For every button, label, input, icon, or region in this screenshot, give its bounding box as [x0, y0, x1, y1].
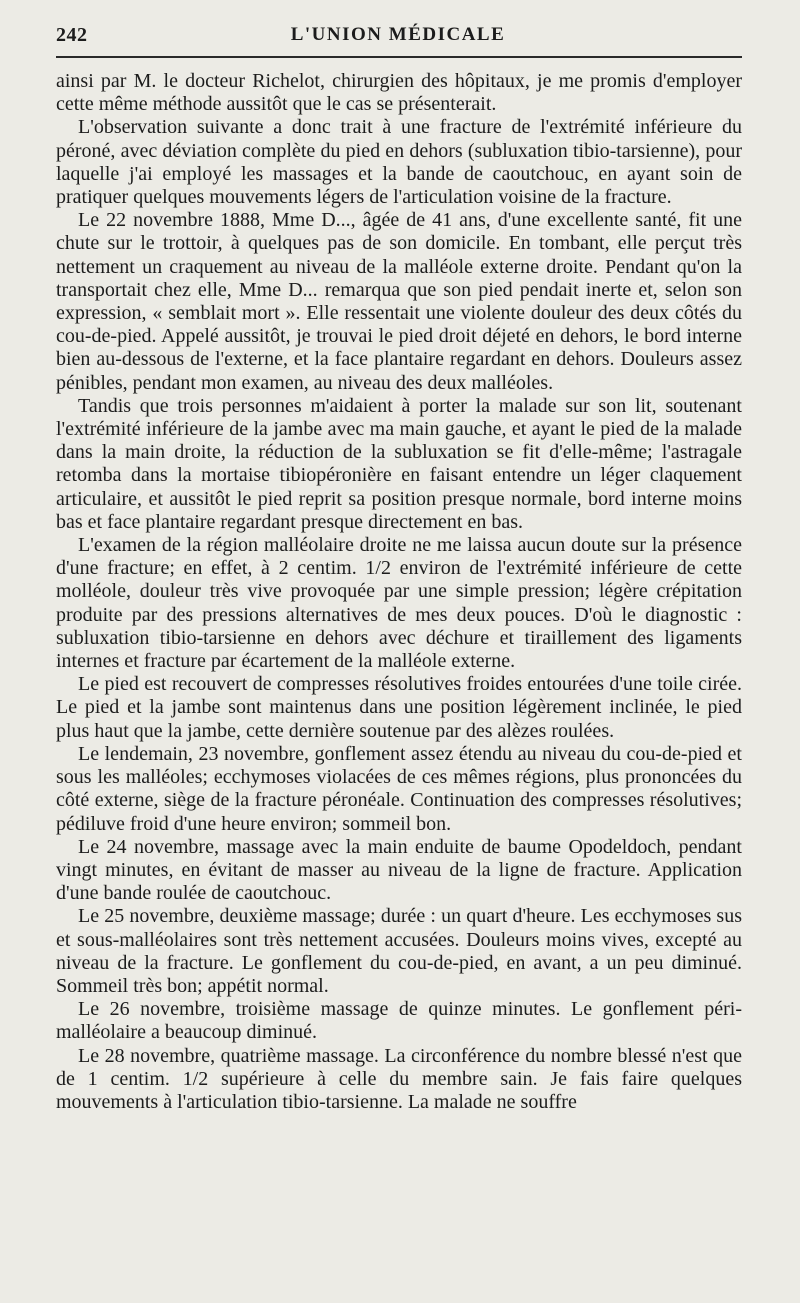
paragraph: Le pied est recouvert de compresses résolutives froides entourées d'une toile cirée. Le pied et la jambe sont maintenus dans une position légèrement inclinée, le pied plus haut que la jambe, cette dernière soutenue par des alèzes roulées.: [56, 673, 742, 742]
paragraph: Le 22 novembre 1888, Mme D..., âgée de 41 ans, d'une excellente santé, fit une chute sur le trottoir, à quelques pas de son domicile. En tombant, elle perçut très nettement un craquement au niveau de la malléole externe droite. Pendant qu'on la transportait chez elle, Mme D... remarqua que son pied pendait inerte et, selon son expression, « semblait mort ». Elle ressentait une violente douleur des deux côtés du cou-de-pied. Appelé aussitôt, je trouvai le pied droit déjeté en dehors, le bord interne bien au-dessous de l'externe, et la face plantaire regardant en dehors. Douleurs assez pénibles, pendant mon examen, au niveau des deux malléoles.: [56, 209, 742, 394]
body-text: [56, 70, 742, 1114]
paragraph: Le lendemain, 23 novembre, gonflement assez étendu au niveau du cou-de-pied et sous les malléoles; ecchymoses violacées de ces mêmes régions, plus prononcées du côté externe, siège de la fracture péronéale. Continuation des compresses résolutives; pédiluve froid d'une heure environ; sommeil bon.: [56, 742, 742, 835]
paragraph: L'observation suivante a donc trait à une fracture de l'extrémité inférieure du péroné, avec déviation complète du pied en dehors (subluxation tibio-tarsienne), pour laquelle j'ai employé les massages et la bande de caoutchouc, en ayant soin de pratiquer quelques mouvements légers de l'articulation voisine de la fracture.: [56, 116, 742, 209]
paragraph: Le 28 novembre, quatrième massage. La circonférence du nombre blessé n'est que de 1 centim. 1/2 supérieure à celle du membre sain. Je fais faire quelques mouvements à l'articulation tibio-tarsienne. La malade ne souffre: [56, 1044, 742, 1113]
paragraph: L'examen de la région malléolaire droite ne me laissa aucun doute sur la présence d'une fracture; en effet, à 2 centim. 1/2 environ de l'extrémité inférieure de cette molléole, douleur très vive provoquée par une simple pression; légère crépitation produite par des pressions alternatives de mes deux pouces. D'où le diagnostic : subluxation tibio-tarsienne en dehors avec déchure et tiraillement des ligaments internes et fracture par écartement de la malléole externe.: [56, 534, 742, 673]
page-number: 242: [56, 24, 88, 46]
paragraph: Le 24 novembre, massage avec la main enduite de baume Opodeldoch, pendant vingt minutes, en évitant de masser au niveau de la ligne de fracture. Application d'une bande roulée de caoutchouc.: [56, 835, 742, 905]
running-title: L'UNION MÉDICALE: [290, 24, 506, 45]
paragraph: ainsi par M. le docteur Richelot, chirurgien des hôpitaux, je me promis d'employer cette même méthode aussitôt que le cas se présenterait.: [56, 70, 742, 116]
header-rule: [56, 56, 742, 58]
paragraph: Le 25 novembre, deuxième massage; durée : un quart d'heure. Les ecchymoses sus et sous-malléolaires sont très nettement accusées. Douleurs moins vives, excepté au niveau de la fracture. Le gonflement du cou-de-pied, en avant, a un peu diminué. Sommeil très bon; appétit normal.: [56, 905, 742, 997]
page-header: [56, 22, 740, 52]
paragraph: Le 26 novembre, troisième massage de quinze minutes. Le gonflement péri-malléolaire a beaucoup diminué.: [56, 998, 742, 1044]
paragraph: Tandis que trois personnes m'aidaient à porter la malade sur son lit, soutenant l'extrémité inférieure de la jambe avec ma main gauche, et ayant le pied de la malade dans la main droite, la réduction de la subluxation se fit d'elle-même; l'astragale retomba dans la mortaise tibiopéronière en faisant entendre un léger claquement articulaire, et aussitôt le pied reprit sa position presque normale, bord interne moins bas et face plantaire regardant presque directement en bas.: [56, 394, 742, 533]
